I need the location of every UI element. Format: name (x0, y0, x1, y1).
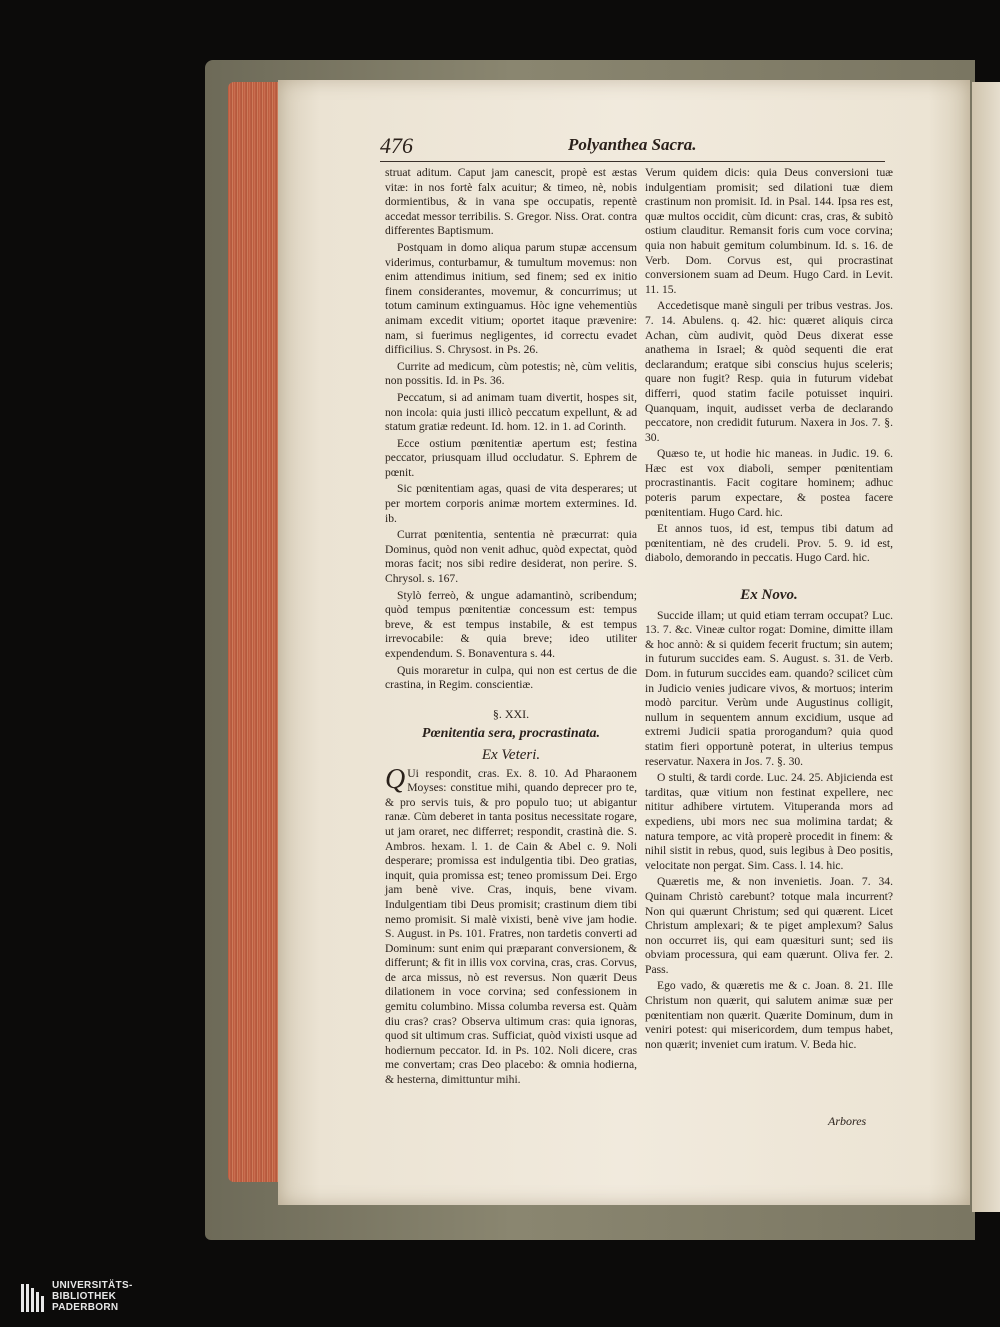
paragraph: O stulti, & tardi corde. Luc. 24. 25. Abjicienda est tarditas, quæ vitium non festinat expellere, nec nititur adhibere virtutem. Vituperanda mors ad expediens, ubi mors nec sua molimina tardat; & natura tempore, ac vità properè procedit in finem: & nihil sistit in rebus, quod, suis legibus à Deo positis, velocitate non pergat. Sim. Cass. l. 14. hic. (645, 771, 893, 872)
logo-line: BIBLIOTHEK (52, 1291, 117, 1302)
paragraph: Accedetisque manè singuli per tribus vestras. Jos. 7. 14. Abulens. q. 42. hic: quæret aliquis circa Achan, cùm audivit, quòd Deus dixerat esse anathema in Israel; & quòd sequenti die erat declarandum; eratque sibi conscius hujus sceleris; quare non fugit? Resp. quia in futurum videbat differri, quod statim facile potuisset inquiri. Quanquam, inquit, audisset verba de declarando peccatore, non credidit futurum. Naxera in Jos. 7. §. 30. (645, 299, 893, 444)
paragraph: Stylò ferreò, & ungue adamantinò, scribendum; quòd tempus pœnitentiæ concessum est: tempus breve, & est tempus instabile, & est tempus irrevocabile: & quia breve; ideo utiliter expendendum. S. Bonaventura s. 44. (385, 588, 637, 660)
paragraph: Currat pœnitentia, sententia nè præcurrat: quia Dominus, quòd non venit adhuc, quòd expectat, quòd moras facit; nos sibi redire desiderat, non perire. S. Chrysol. s. 167. (385, 528, 637, 586)
page-number: 476 (380, 133, 413, 158)
paragraph: Quæretis me, & non invenietis. Joan. 7. 34. Quinam Christò carebunt? totque mala incurrent? Non qui quærunt Christum; sed qui quærent. Licet Christum amplexari; & te piget amplexum? Salus non occurret iis, qui eam quæsituri sunt; sed iis obviam processura, qui eam quærunt. Oliva fer. 2. Pass. (645, 875, 893, 976)
paragraph: Postquam in domo aliqua parum stupæ accensum viderimus, conturbamur, & tumultum movemus: non enim attendimus initium, sed finem; sed ex initio finem considerantes, movemur, & concurrimus; ut totum caminum extinguamus. Hòc igne vehementiùs animam excedit vitium; oportet itaque prævenire: nam, si fuerimus negligentes, id correctu evadet difficilius. S. Chrysost. in Ps. 26. (385, 240, 637, 357)
paragraph: Peccatum, si ad animam tuam divertit, hospes sit, non incola: quia justi illicò peccatum expellunt, & ad statum gratiæ redeunt. Id. hom. 12. in 1. ad Corinth. (385, 390, 637, 434)
sub-heading-old-testament: Ex Veteri. (481, 746, 541, 763)
paragraph: Sic pœnitentiam agas, quasi de vita desperares; ut per mortem corporis animæ mortem extermines. Id. ib. (385, 482, 637, 525)
library-logo-icon (20, 1282, 46, 1314)
library-logo-text (52, 1280, 133, 1313)
paragraph: Verum quidem dicis: quia Deus conversioni tuæ indulgentiam promisit; sed dilationi tuæ diem crastinum non promisit. Id. in Psal. 144. Ipsa res est, quæ multos occidit, cùm dicunt: cras, cras, & subitò ostium clauditur. Remansit foris cum voce corvina; quia non habuit gemitum columbinum. Id. s. 16. de Verb. Dom. Corvus est, qui procrastinat conversionem suam ad Deum. Hugo Card. in Levit. 11. 15. (645, 166, 893, 296)
right-column (645, 166, 893, 1054)
paragraph: Ecce ostium pœnitentiæ apertum est; festina peccator, priusquam illud occludatur. S. Ephrem de pœnit. (385, 436, 637, 479)
paragraph-text: Ui respondit, cras. Ex. 8. 10. Ad Pharaonem Moyses: constitue mihi, quando deprecer pro te, & pro servis tuis, & pro populo tuo; ut abigantur ranæ. Cùm deberet in tanta positus necessitate rogare, ut jam oraret, nec differret; respondit, crastinà die. S. Ambros. hexam. l. 1. de Cain & Abel c. 9. Noli desperare; promissa est indulgentia tibi. Deo gratias, inquit, quia promissa est; teneo promissum Dei. Ergo jam benè vive. Cras, inquis, bene vivam. Indulgentiam tibi Deus promisit; crastinum diem tibi nemo promisit. Si malè vixisti, benè vive jam hodie. S. August. in Ps. 101. Fratres, non tardetis converti ad Dominum: sunt enim qui præparant conversionem, & differunt; & fit in illis vox corvina, cras, cras. Corvus, de arca missus, nò est reversus. Non quærit Deus dilationem in voce corvina; sed confessionem in gemitu columbino. Missa columba reversa est. Quàm diu cras? cras? Observa ultimum cras: quia ignoras, quod sit ultimum cras. Sufficiat, quòd vixisti usque ad hodiernum peccator. Id. in Ps. 102. Noli dicere, cras me convertam; cras Deo placebo: & omnia hodierna, & hesterna, dimittuntur mihi. (385, 766, 637, 1087)
paragraph: Et annos tuos, id est, tempus tibi datum ad pœnitentiam, nè des crudeli. Prov. 5. 9. id est, diabolo, demorando in peccatis. Hugo Card. hic. (645, 522, 893, 565)
footer-bar (0, 1280, 1000, 1327)
page-edges (228, 82, 280, 1182)
facing-page-edge (972, 82, 1000, 1212)
paragraph: Ego vado, & quæretis me & c. Joan. 8. 21. Ille Christum non quærit, qui salutem animæ suæ per pœnitentiam non quærit. Quærite Dominum, dum in veniri potest: qui misericordem, dum tempus habet, non quærit; inveniet cum iratum. V. Beda hic. (645, 979, 893, 1051)
logo-line: PADERBORN (52, 1302, 119, 1313)
running-title: Polyanthea Sacra. (568, 135, 697, 154)
catchword: Arbores (828, 1114, 867, 1128)
paragraph: Quæso te, ut hodie hic maneas. in Judic. 19. 6. Hæc est vox diaboli, semper pœnitentiam procrastinantis. Facit cogitare hominem; adhuc poteris parum expectare, & postea facere pœnitentiam. Hugo Card. hic. (645, 447, 893, 519)
paragraph-drop-cap (385, 763, 637, 1088)
paragraph: Currite ad medicum, cùm potestis; nè, cùm velitis, non possitis. Id. in Ps. 36. (385, 359, 637, 388)
page-header (380, 135, 885, 162)
paragraph: Succide illam; ut quid etiam terram occupat? Luc. 13. 7. &c. Vineæ cultor rogat: Domine, dimitte illam & hoc annò: & si quidem fecerit fructum; sin autem; in futurum succides eam. S. August. s. 31. de Verb. Dom. in futurum succides eam. quando? scilicet cùm in Judicio venies judicare vivos, & mortuos; interim modò parcitur. Verùm unde Augustinus colligit, nullum in sequentem annum excidium, usque ad extremi Judicii spatia prorogandum? quia quod statim fieri opportunè poterat, in ulterius tempus reservatur. Naxera in Jos. 7. §. 30. (645, 608, 893, 768)
logo-line: UNIVERSITÄTS- (52, 1280, 133, 1291)
paragraph: Quis moraretur in culpa, qui non est certus de die crastina, in Regim. conscientiæ. (385, 663, 637, 692)
drop-cap: Q (385, 763, 406, 795)
section-number: §. XXI. (492, 706, 530, 721)
sub-heading-new-testament: Ex Novo. (740, 587, 798, 604)
section-title: Pœnitentia sera, procrastinata. (421, 726, 601, 742)
paragraph: struat aditum. Caput jam canescit, propè est æstas vitæ: in nos fortè falx acuitur; & timeo, nè, nobis dormientibus, & in vana spe occupatis, repentè accedat messor terribilis. S. Gregor. Niss. Orat. contra differentes Baptismum. (385, 166, 637, 238)
left-column (385, 166, 637, 1090)
